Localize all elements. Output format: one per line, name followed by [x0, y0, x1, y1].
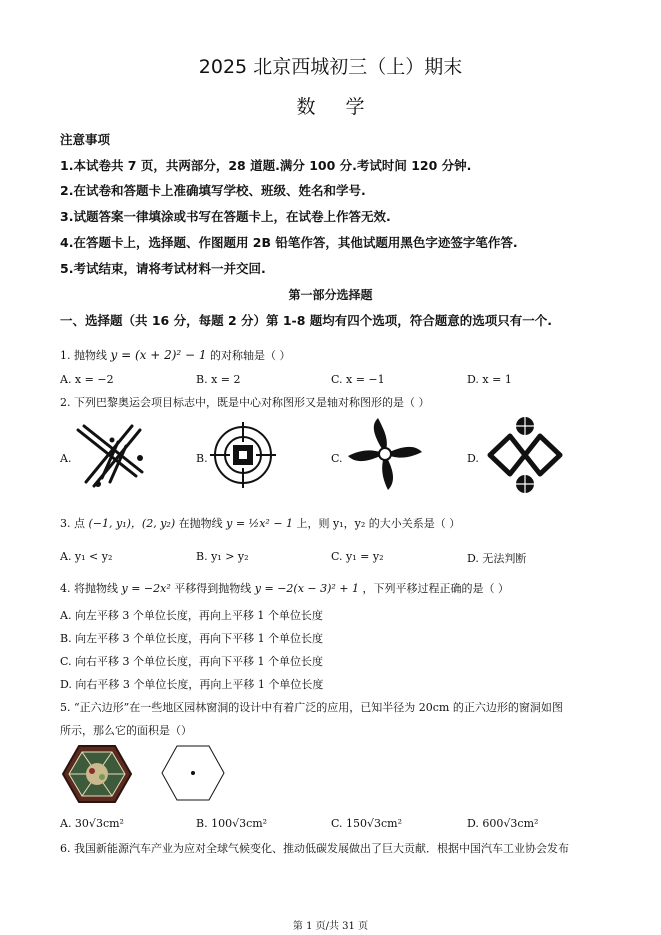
olympic-pictogram-c	[344, 416, 426, 492]
q1-option-b: B. x = 2	[196, 373, 241, 386]
q3-mid: 在抛物线	[178, 517, 223, 530]
hexagon-diagram	[160, 744, 226, 802]
q3-option-d: D. 无法判断	[467, 552, 527, 565]
q4-expression-1: y = −2x²	[121, 582, 171, 595]
olympic-pictogram-d	[480, 414, 570, 496]
note-item: 3.试题答案一律填涂或书写在答题卡上，在试卷上作答无效.	[60, 209, 391, 224]
q2-option-c: C.	[331, 452, 343, 465]
q1-option-d: D. x = 1	[467, 373, 512, 386]
q5-option-d: D. 600√3cm²	[467, 817, 539, 830]
q3-points: (−1, y₁)，(2, y₂)	[88, 517, 176, 530]
hexagon-window-photo	[62, 744, 132, 804]
q1-expression: y = (x + 2)² − 1	[110, 348, 207, 362]
q4-option-b: B. 向左平移 3 个单位长度，再向下平移 1 个单位长度	[60, 632, 324, 645]
q1-suffix: 的对称轴是（ ）	[210, 349, 291, 362]
subject-title: 数学	[296, 96, 395, 118]
note-item: 5.考试结束，请将考试材料一并交回.	[60, 261, 266, 276]
q3-suffix: 上，则 y₁，y₂ 的大小关系是（ ）	[296, 517, 461, 530]
page-footer: 第 1 页/共 31 页	[292, 921, 369, 932]
question-5-line-1: 5. “正六边形”在一些地区园林窗洞的设计中有着广泛的应用，已知半径为 20cm 的正六边形的窗洞如图	[60, 701, 563, 714]
q3-option-b: B. y₁ > y₂	[196, 550, 249, 563]
question-5-line-2: 所示，那么它的面积是（）	[60, 724, 192, 737]
notes-heading: 注意事项	[60, 132, 111, 147]
part1-heading: 第一部分选择题	[288, 288, 373, 302]
q4-option-c: C. 向右平移 3 个单位长度，再向下平移 1 个单位长度	[60, 655, 323, 668]
q2-option-a: A.	[60, 452, 72, 465]
q1-prefix: 1. 抛物线	[60, 349, 107, 362]
q4-expression-2: y = −2(x − 3)² + 1	[254, 582, 360, 595]
question-2: 2. 下列巴黎奥运会项目标志中，既是中心对称图形又是轴对称图形的是（ ）	[60, 396, 430, 409]
q2-option-d: D.	[467, 452, 479, 465]
olympic-pictogram-b	[210, 422, 276, 488]
q5-option-a: A. 30√3cm²	[60, 817, 124, 830]
q1-option-a: A. x = −2	[60, 373, 114, 386]
q3-expression: y = ½x² − 1	[226, 517, 294, 530]
page-title: 2025 北京西城初三（上）期末	[198, 56, 463, 78]
q5-option-b: B. 100√3cm²	[196, 817, 268, 830]
question-6-line-1: 6. 我国新能源汽车产业为应对全球气候变化、推动低碳发展做出了巨大贡献．根据中国汽车工业协会发布	[60, 842, 569, 855]
q2-option-b: B.	[196, 452, 208, 465]
q3-option-a: A. y₁ < y₂	[60, 550, 113, 563]
note-item: 1.本试卷共 7 页，共两部分，28 道题.满分 100 分.考试时间 120 分钟.	[60, 158, 472, 173]
question-1	[60, 347, 291, 363]
olympic-pictogram-a	[72, 420, 152, 492]
q4-prefix: 4. 将抛物线	[60, 582, 118, 595]
q3-option-c: C. y₁ = y₂	[331, 550, 384, 563]
question-4	[60, 580, 509, 596]
q4-suffix: ，下列平移过程正确的是（ ）	[362, 582, 510, 595]
q3-prefix: 3. 点	[60, 517, 85, 530]
q5-option-c: C. 150√3cm²	[331, 817, 403, 830]
q1-option-c: C. x = −1	[331, 373, 385, 386]
q4-option-d: D. 向右平移 3 个单位长度，再向上平移 1 个单位长度	[60, 678, 324, 691]
note-item: 4.在答题卡上，选择题、作图题用 2B 铅笔作答，其他试题用黑色字迹签字笔作答.	[60, 235, 518, 250]
q4-option-a: A. 向左平移 3 个单位长度，再向上平移 1 个单位长度	[60, 609, 323, 622]
note-item: 2.在试卷和答题卡上准确填写学校、班级、姓名和学号.	[60, 183, 366, 198]
q4-mid: 平移得到抛物线	[174, 582, 252, 595]
question-3	[60, 515, 460, 531]
section-heading: 一、选择题（共 16 分，每题 2 分）第 1-8 题均有四个选项，符合题意的选项只有一个.	[60, 313, 553, 328]
